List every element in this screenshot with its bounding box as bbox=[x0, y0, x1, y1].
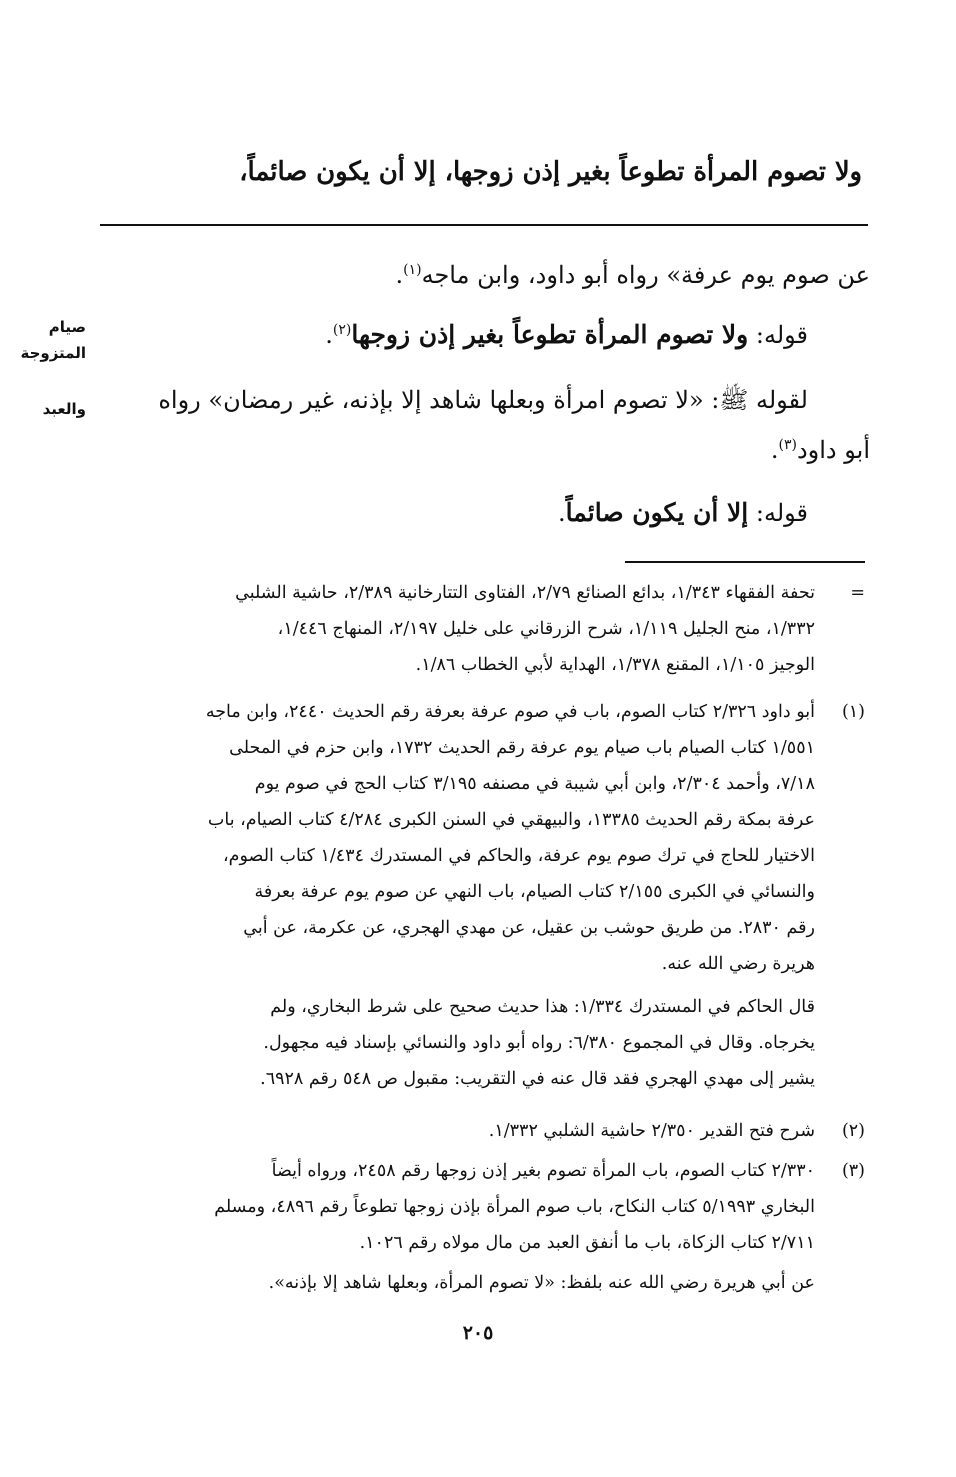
margin-note-line: والعبد bbox=[42, 400, 86, 418]
footnote-ref: (٣) bbox=[778, 437, 797, 453]
footnote-line: أبو داود ٢/٣٢٦ كتاب الصوم، باب في صوم عرفة بعرفة رقم الحديث ٢٤٤٠، وابن ماجه bbox=[205, 702, 815, 722]
footnote-line: والنسائي في الكبرى ٢/١٥٥ كتاب الصيام، باب النهي عن صوم يوم عرفة بعرفة bbox=[254, 882, 815, 902]
footnote-ref: (٢) bbox=[332, 322, 352, 338]
footnote-line: شرح فتح القدير ٢/٣٥٠ حاشية الشلبي ١/٣٣٢. bbox=[488, 1121, 815, 1141]
main-line bbox=[771, 430, 870, 470]
matn-text: ولا تصوم المرأة تطوعاً بغير إذن زوجها bbox=[351, 320, 749, 349]
main-line-end: . bbox=[770, 436, 779, 464]
matn-text: إلا أن يكون صائماً bbox=[565, 498, 749, 527]
main-line-end: . bbox=[558, 499, 566, 527]
footnote-line: قال الحاكم في المستدرك ١/٣٣٤: هذا حديث صحيح على شرط البخاري، ولم bbox=[270, 997, 815, 1017]
footnote-rule bbox=[625, 561, 865, 563]
page-header-title: ولا تصوم المرأة تطوعاً بغير إذن زوجها، إلا أن يكون صائماً، bbox=[239, 157, 862, 187]
footnote-line: يخرجاه. وقال في المجموع ٦/٣٨٠: رواه أبو داود والنسائي بإسناد فيه مجهول. bbox=[263, 1033, 815, 1053]
footnote-line: هريرة رضي الله عنه. bbox=[661, 954, 815, 974]
main-line bbox=[325, 315, 808, 355]
main-line-text: أبو داود bbox=[796, 436, 870, 464]
footnote-line: تحفة الفقهاء ١/٣٤٣، بدائع الصنائع ٢/٧٩، الفتاوى التتارخانية ٢/٣٨٩، حاشية الشلبي bbox=[235, 583, 815, 603]
footnote-line: ١/٥٥١ كتاب الصيام باب صيام يوم عرفة رقم الحديث ١٧٣٢، وابن حزم في المحلى bbox=[229, 738, 815, 758]
qawluhu-label: قوله: bbox=[755, 499, 808, 527]
footnote-line: الوجيز ١/١٠٥، المقنع ١/٣٧٨، الهداية لأبي الخطاب ١/٨٦. bbox=[415, 655, 815, 675]
footnote-line: عن أبي هريرة رضي الله عنه بلفظ: «لا تصوم المرأة، وبعلها شاهد إلا بإذنه». bbox=[268, 1273, 815, 1293]
footnote-line: ٢/٣٣٠ كتاب الصوم، باب المرأة تصوم بغير إذن زوجها رقم ٢٤٥٨، ورواه أيضاً bbox=[271, 1161, 815, 1181]
page-number: ٢٠٥ bbox=[462, 1322, 494, 1344]
footnote-line: ٢/٧١١ كتاب الزكاة، باب ما أنفق العبد من مال مولاه رقم ١٠٢٦. bbox=[359, 1233, 815, 1253]
margin-note-line: المتزوجة bbox=[20, 344, 86, 362]
footnote-marker: (٣) bbox=[841, 1161, 865, 1181]
footnote-ref: (١) bbox=[403, 262, 422, 278]
footnote-line: يشير إلى مهدي الهجري فقد قال عنه في التقريب: مقبول ص ٥٤٨ رقم ٦٩٢٨. bbox=[260, 1069, 815, 1089]
footnote-marker: = bbox=[850, 583, 865, 603]
footnote-marker: (٢) bbox=[841, 1121, 865, 1141]
main-line bbox=[395, 255, 870, 295]
main-line bbox=[558, 493, 808, 533]
main-line-end: . bbox=[325, 321, 333, 349]
main-line: لقوله ﷺ: «لا تصوم امرأة وبعلها شاهد إلا بإذنه، غير رمضان» رواه bbox=[158, 386, 808, 414]
footnote-line: رقم ٢٨٣٠. من طريق حوشب بن عقيل، عن مهدي الهجري، عن عكرمة، عن أبي bbox=[243, 918, 815, 938]
qawluhu-label: قوله: bbox=[755, 321, 808, 349]
main-line-text: عن صوم يوم عرفة» رواه أبو داود، وابن ماجه bbox=[421, 261, 870, 289]
footnote-marker: (١) bbox=[841, 702, 865, 722]
footnote-line: الاختيار للحاج في ترك صوم يوم عرفة، والحاكم في المستدرك ١/٤٣٤ كتاب الصوم، bbox=[223, 846, 815, 866]
footnote-line: البخاري ٥/١٩٩٣ كتاب النكاح، باب صوم المرأة بإذن زوجها تطوعاً رقم ٤٨٩٦، ومسلم bbox=[214, 1197, 815, 1217]
header-rule bbox=[100, 224, 868, 226]
margin-note-line: صيام bbox=[48, 318, 86, 336]
footnote-line: ٧/١٨، وأحمد ٢/٣٠٤، وابن أبي شيبة في مصنفه ٣/١٩٥ كتاب الحج في صوم يوم bbox=[254, 774, 815, 794]
footnote-line: عرفة بمكة رقم الحديث ١٣٣٨٥، والبيهقي في السنن الكبرى ٤/٢٨٤ كتاب الصيام، باب bbox=[207, 810, 815, 830]
main-line-end: . bbox=[395, 261, 404, 289]
footnote-line: ١/٣٣٢، منح الجليل ١/١١٩، شرح الزرقاني على خليل ٢/١٩٧، المنهاج ١/٤٤٦، bbox=[277, 619, 815, 639]
